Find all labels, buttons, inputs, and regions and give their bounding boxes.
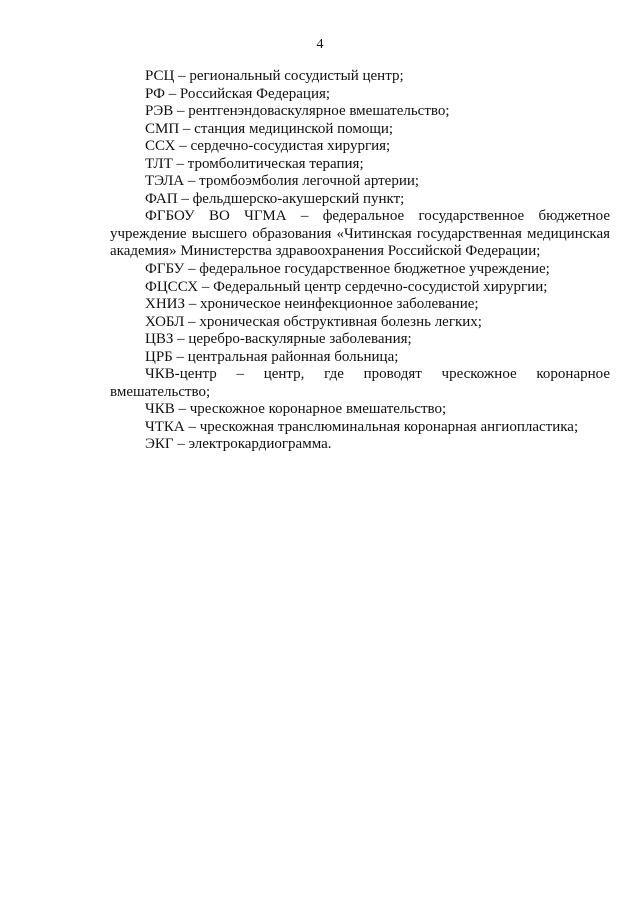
- abbreviation-entry: ССХ – сердечно-сосудистая хирургия;: [145, 138, 391, 155]
- abbreviation-entry: ФГБОУ ВО ЧГМА – федеральное государственное бюджетное учреждение высшего образования «Читинская государственная медицинская академия» Министерства здравоохранения Российской Федерации;: [110, 208, 610, 260]
- page-number: 4: [316, 37, 324, 52]
- abbreviation-entry: СМП – станция медицинской помощи;: [145, 120, 394, 137]
- abbreviation-entry: ФЦССХ – Федеральный центр сердечно-сосудистой хирургии;: [145, 278, 548, 295]
- abbreviation-entry: ТЭЛА – тромбоэмболия легочной артерии;: [145, 173, 420, 190]
- abbreviation-entry: РФ – Российская Федерация;: [145, 85, 331, 102]
- abbreviation-entry: ХНИЗ – хроническое неинфекционное заболевание;: [145, 296, 479, 313]
- abbreviation-entry: ЭКГ – электрокардиограмма.: [145, 436, 332, 453]
- abbreviation-entry: РЭВ – рентгенэндоваскулярное вмешательство;: [145, 103, 450, 120]
- abbreviation-list: [110, 68, 610, 454]
- abbreviation-entry: ФГБУ – федеральное государственное бюджетное учреждение;: [145, 261, 550, 278]
- abbreviation-entry: ЦРБ – центральная районная больница;: [145, 348, 399, 365]
- abbreviation-entry: ЧТКА – чрескожная транслюминальная коронарная ангиопластика;: [145, 418, 579, 435]
- abbreviation-entry: ЦВЗ – церебро-васкулярные заболевания;: [145, 331, 412, 348]
- abbreviation-entry: ЧКВ – чрескожное коронарное вмешательство;: [145, 401, 447, 418]
- abbreviation-entry: ЧКВ-центр – центр, где проводят чрескожное коронарное вмешательство;: [110, 366, 610, 400]
- abbreviation-entry: РСЦ – региональный сосудистый центр;: [145, 68, 404, 84]
- abbreviation-entry: ХОБЛ – хроническая обструктивная болезнь легких;: [145, 313, 482, 330]
- abbreviation-entry: ФАП – фельдшерско-акушерский пункт;: [145, 190, 405, 207]
- abbreviation-entry: ТЛТ – тромболитическая терапия;: [145, 155, 364, 172]
